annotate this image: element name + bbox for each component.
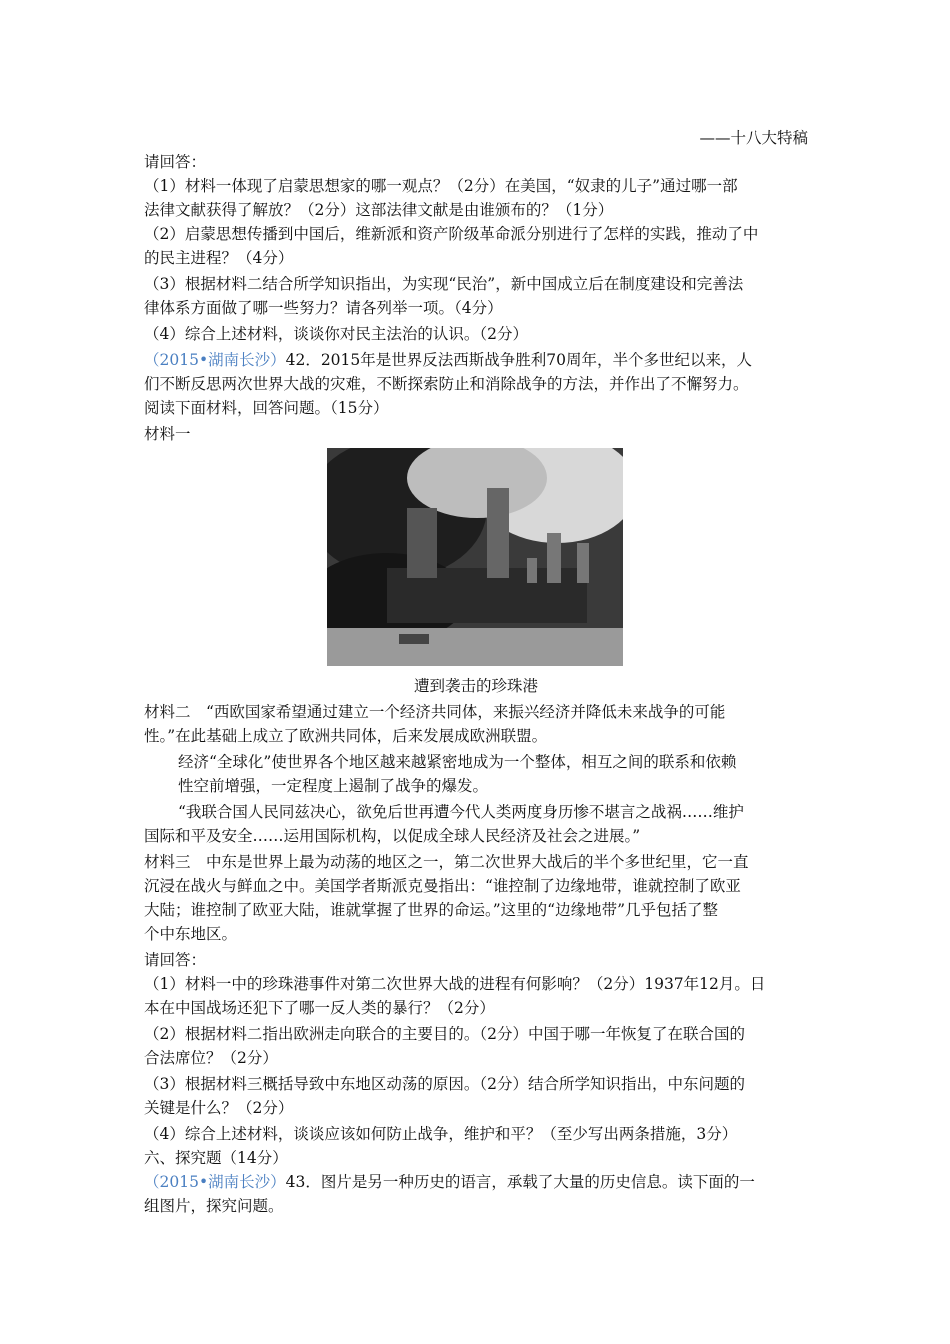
question-42-intro: [144, 350, 752, 370]
question-1-line: 法律文献获得了解放？（2分）这部法律文献是由谁颁布的？（1分）: [144, 201, 614, 219]
question-2-line: （2）启蒙思想传播到中国后，维新派和资产阶级革命派分别进行了怎样的实践，推动了中: [144, 225, 759, 243]
question-42-line: 阅读下面材料，回答问题。（15分）: [144, 399, 389, 417]
material-2-line: 国际和平及安全……运用国际机构，以促成全球人民经济及社会之进展。”: [144, 827, 641, 845]
question-p1-line: （1）材料一中的珍珠港事件对第二次世界大战的进程有何影响？（2分）1937年12月。日: [144, 975, 766, 993]
question-p2-line: （2）根据材料二指出欧洲走向联合的主要目的。（2分）中国于哪一年恢复了在联合国的: [144, 1025, 745, 1043]
question-4: （4）综合上述材料，谈谈你对民主法治的认识。（2分）: [144, 325, 528, 343]
question-p4: （4）综合上述材料，谈谈应该如何防止战争，维护和平？（至少写出两条措施，3分）: [144, 1125, 738, 1143]
question-43-line: 组图片，探究问题。: [144, 1197, 284, 1215]
question-p1-line: 本在中国战场还犯下了哪一反人类的暴行？（2分）: [144, 999, 495, 1017]
pearl-harbor-photo: [327, 448, 623, 666]
question-3-line: （3）根据材料二结合所学知识指出，为实现“民治”，新中国成立后在制度建设和完善法: [144, 275, 744, 293]
question-42-text: 42．2015年是世界反法西斯战争胜利70周年，半个多世纪以来，人: [285, 351, 752, 369]
material-2-line: 材料二 “西欧国家希望通过建立一个经济共同体，来振兴经济并降低未来战争的可能: [144, 703, 726, 721]
material-3-line: 材料三 中东是世界上最为动荡的地区之一，第二次世界大战后的半个多世纪里，它一直: [144, 853, 749, 871]
question-3-line: 律体系方面做了哪一些努力？请各列举一项。（4分）: [144, 299, 503, 317]
question-p2-line: 合法席位？（2分）: [144, 1049, 278, 1067]
answer-prompt: 请回答：: [144, 951, 207, 969]
section-heading: 六、探究题（14分）: [144, 1149, 288, 1167]
material-2-line: “我联合国人民同兹决心，欲免后世再遭今代人类两度身历惨不堪言之战祸……维护: [178, 803, 744, 821]
question-43-text: 43．图片是另一种历史的语言，承载了大量的历史信息。读下面的一: [285, 1173, 755, 1191]
material-2-line: 性。”在此基础上成立了欧洲共同体，后来发展成欧洲联盟。: [144, 727, 548, 745]
pearl-harbor-illustration: [327, 448, 623, 666]
material-3-line: 大陆；谁控制了欧亚大陆，谁就掌握了世界的命运。”这里的“边缘地带”几乎包括了整: [144, 901, 719, 919]
question-42-line: 们不断反思两次世界大战的灾难，不断探索防止和消除战争的方法，并作出了不懈努力。: [144, 375, 749, 393]
material-3-line: 沉浸在战火与鲜血之中。美国学者斯派克曼指出：“谁控制了边缘地带，谁就控制了欧亚: [144, 877, 741, 895]
question-p3-line: （3）根据材料三概括导致中东地区动荡的原因。（2分）结合所学知识指出，中东问题的: [144, 1075, 745, 1093]
answer-prompt: 请回答：: [144, 153, 207, 171]
source-tag: （2015•湖南长沙）: [144, 1173, 286, 1191]
material-2-line: 经济“全球化”使世界各个地区越来越紧密地成为一个整体，相互之间的联系和依赖: [178, 753, 737, 771]
question-p3-line: 关键是什么？（2分）: [144, 1099, 294, 1117]
source-tag: （2015•湖南长沙）: [144, 351, 286, 369]
material-3-line: 个中东地区。: [144, 925, 238, 943]
photo-caption: 遭到袭击的珍珠港: [413, 677, 538, 695]
source-note: ——十八大特稿: [699, 129, 808, 147]
question-43-intro: [144, 1172, 755, 1192]
material-2-line: 性空前增强，一定程度上遏制了战争的爆发。: [178, 777, 489, 795]
question-2-line: 的民主进程？（4分）: [144, 249, 294, 267]
question-1-line: （1）材料一体现了启蒙思想家的哪一观点？（2分）在美国，“奴隶的儿子”通过哪一部: [144, 177, 738, 195]
material-1-label: 材料一: [144, 425, 191, 443]
